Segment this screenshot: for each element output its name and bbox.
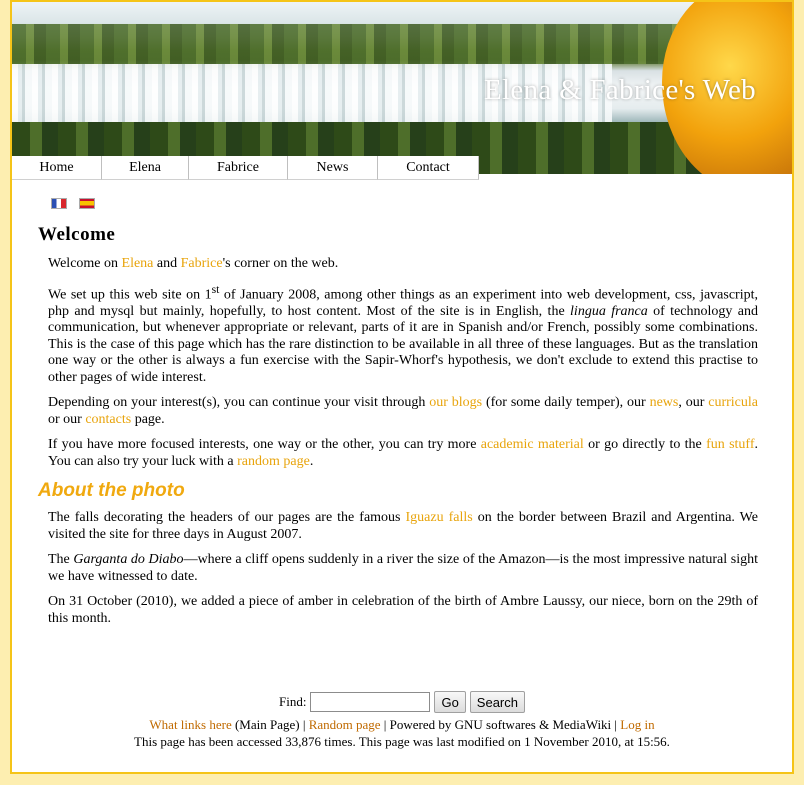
about-photo-heading: About the photo bbox=[38, 480, 185, 502]
welcome-heading: Welcome bbox=[38, 224, 116, 245]
what-links-here-link[interactable]: What links here bbox=[149, 717, 232, 732]
footer-links: What links here (Main Page) | Random page | Powered by GNU softwares & MediaWiki | Log in bbox=[149, 717, 655, 732]
random-page-link[interactable]: random page bbox=[237, 453, 310, 469]
tab-home[interactable]: Home bbox=[12, 156, 102, 180]
academic-material-link[interactable]: academic material bbox=[480, 437, 584, 453]
tab-fabrice[interactable]: Fabrice bbox=[189, 156, 288, 180]
fun-stuff-link[interactable]: fun stuff bbox=[706, 437, 755, 453]
main-content bbox=[38, 224, 758, 636]
find-label: Find: bbox=[278, 694, 307, 709]
french-flag-icon[interactable] bbox=[51, 198, 67, 209]
footer bbox=[12, 690, 792, 750]
news-link[interactable]: news bbox=[649, 395, 679, 411]
page-stats: This page has been accessed 33,876 times. This page was last modified on 1 November 2010, at 15:56. bbox=[134, 734, 670, 749]
header-banner bbox=[12, 2, 792, 174]
tab-contact[interactable]: Contact bbox=[378, 156, 479, 180]
random-page-footer-link[interactable]: Random page bbox=[308, 717, 381, 732]
tab-elena[interactable]: Elena bbox=[102, 156, 189, 180]
login-link[interactable]: Log in bbox=[620, 717, 655, 732]
welcome-paragraph-4: If you have more focused interests, one way or the other, you can try more academic material or go directly to the fun stuff. You can also try your luck with a random page. bbox=[48, 437, 758, 469]
search-button[interactable]: Search bbox=[470, 691, 525, 713]
photo-paragraph-1: The falls decorating the headers of our pages are the famous Iguazu falls on the border between Brazil and Argentina. We visited the site for three days in August 2007. bbox=[48, 510, 758, 542]
main-nav bbox=[12, 156, 479, 180]
go-button[interactable]: Go bbox=[434, 691, 465, 713]
blogs-link[interactable]: our blogs bbox=[429, 395, 483, 411]
contacts-link[interactable]: contacts bbox=[85, 411, 132, 427]
welcome-paragraph-2: We set up this web site on 1st of January 2008, among other things as an experiment into web development, css, javascript, php and mysql but mainly, hopefully, to host content. Most of the site is in English, the lingua franca of technology and communication, but whenever appropriate or relevant, parts of it are in Spanish and/or French, possibly some combinations. This is the case of this page which has the rare distinction to be available in all three of these languages. But as the translation one way or the other is always a fun exercise with the Sapir-Whorf's hypothesis, we don't exclude to extend this practise to other pages of wide interest. bbox=[48, 282, 758, 385]
curricula-link[interactable]: curricula bbox=[708, 395, 758, 411]
welcome-paragraph-1: Welcome on Elena and Fabrice's corner on the web. bbox=[48, 256, 339, 271]
photo-paragraph-2: The Garganta do Diabo—where a cliff opens suddenly in a river the size of the Amazon—is the most impressive natural sight we have witnessed to date. bbox=[48, 552, 759, 584]
search-input[interactable] bbox=[310, 692, 430, 712]
page-frame bbox=[10, 0, 794, 774]
welcome-paragraph-3: Depending on your interest(s), you can continue your visit through our blogs (for some daily temper), our news, our curricula or our contacts page. bbox=[48, 395, 758, 427]
fabrice-link[interactable]: Fabrice bbox=[180, 256, 223, 271]
photo-paragraph-3: On 31 October (2010), we added a piece of amber in celebration of the birth of Ambre Laussy, our niece, born on the 29th of this month. bbox=[48, 594, 758, 626]
site-title: Elena & Fabrice's Web bbox=[484, 74, 756, 106]
search-form bbox=[12, 690, 792, 714]
tab-news[interactable]: News bbox=[288, 156, 378, 180]
spanish-flag-icon[interactable] bbox=[79, 198, 95, 209]
iguazu-falls-link[interactable]: Iguazu falls bbox=[405, 510, 473, 526]
elena-link[interactable]: Elena bbox=[121, 256, 154, 271]
